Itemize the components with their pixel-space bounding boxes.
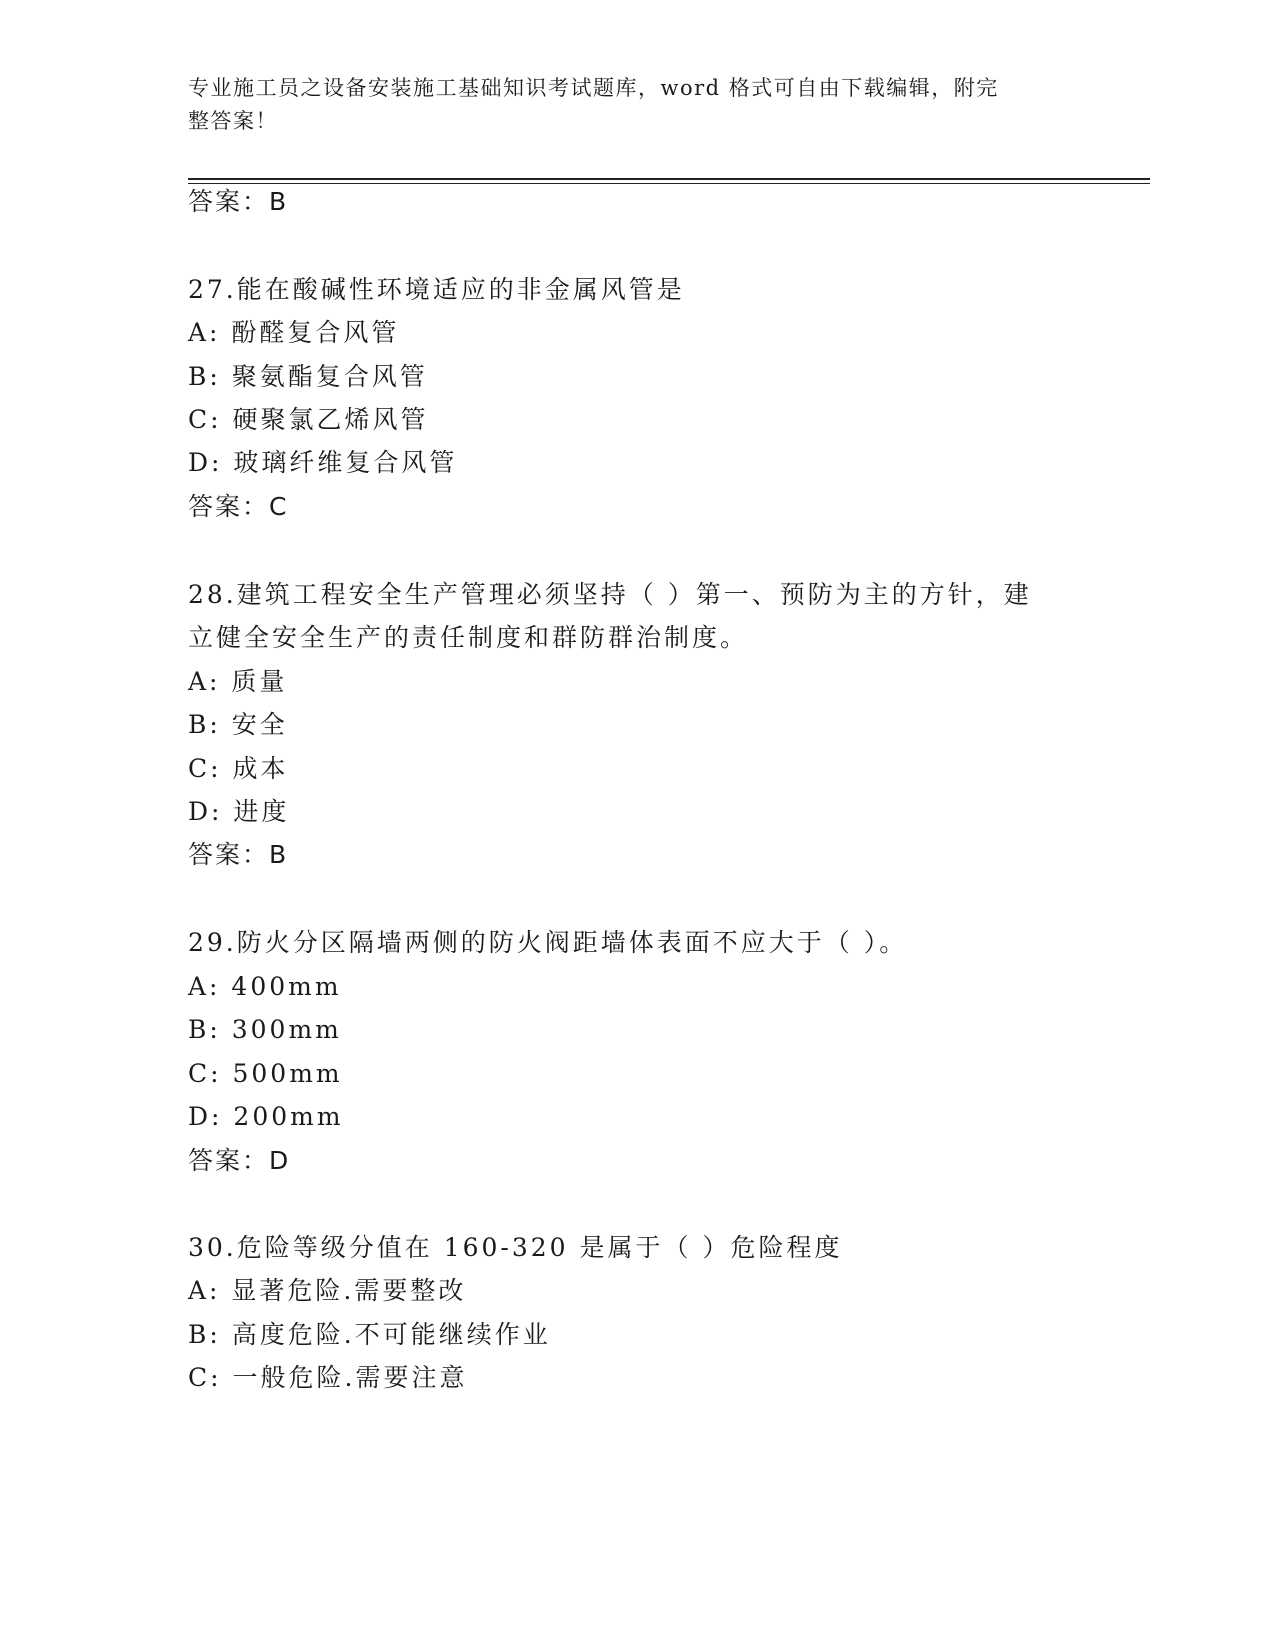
option-c: C: 硬聚氯乙烯风管	[188, 405, 429, 434]
option-a: A: 酚醛复合风管	[188, 318, 400, 347]
option-a: A: 400mm	[188, 972, 342, 1001]
option-b: B: 安全	[188, 710, 288, 739]
option-c: C: 500mm	[188, 1059, 343, 1088]
option-a: A: 显著危险.需要整改	[188, 1276, 467, 1305]
header-line: 整答案！	[188, 109, 278, 133]
answer-label: 答案：B	[188, 187, 289, 216]
option-d: D: 200mm	[188, 1102, 344, 1131]
option-c: C: 成本	[188, 754, 289, 783]
question-stem: 27.能在酸碱性环境适应的非金属风管是	[188, 275, 685, 304]
document-header	[188, 72, 1078, 138]
option-d: D: 进度	[188, 797, 290, 826]
option-b: B: 高度危险.不可能继续作业	[188, 1320, 551, 1349]
question-stem: 30.危险等级分值在 160-320 是属于（ ）危险程度	[188, 1233, 843, 1262]
header-divider	[188, 178, 1150, 180]
option-c: C: 一般危险.需要注意	[188, 1363, 468, 1392]
option-a: A: 质量	[188, 667, 288, 696]
option-d: D: 玻璃纤维复合风管	[188, 448, 458, 477]
option-b: B: 300mm	[188, 1015, 342, 1044]
question-stem-continued: 立健全安全生产的责任制度和群防群治制度。	[188, 623, 749, 652]
option-b: B: 聚氨酯复合风管	[188, 362, 428, 391]
answer-label: 答案：D	[188, 1146, 291, 1175]
header-line: 专业施工员之设备安装施工基础知识考试题库，word 格式可自由下载编辑，附完	[188, 76, 999, 100]
answer-label: 答案：B	[188, 840, 289, 869]
question-stem: 28.建筑工程安全生产管理必须坚持（ ）第一、预防为主的方针，建	[188, 580, 1032, 609]
question-stem: 29.防火分区隔墙两侧的防火阀距墙体表面不应大于（ ）。	[188, 928, 908, 957]
answer-label: 答案：C	[188, 492, 289, 521]
header-divider-thin	[188, 183, 1150, 184]
